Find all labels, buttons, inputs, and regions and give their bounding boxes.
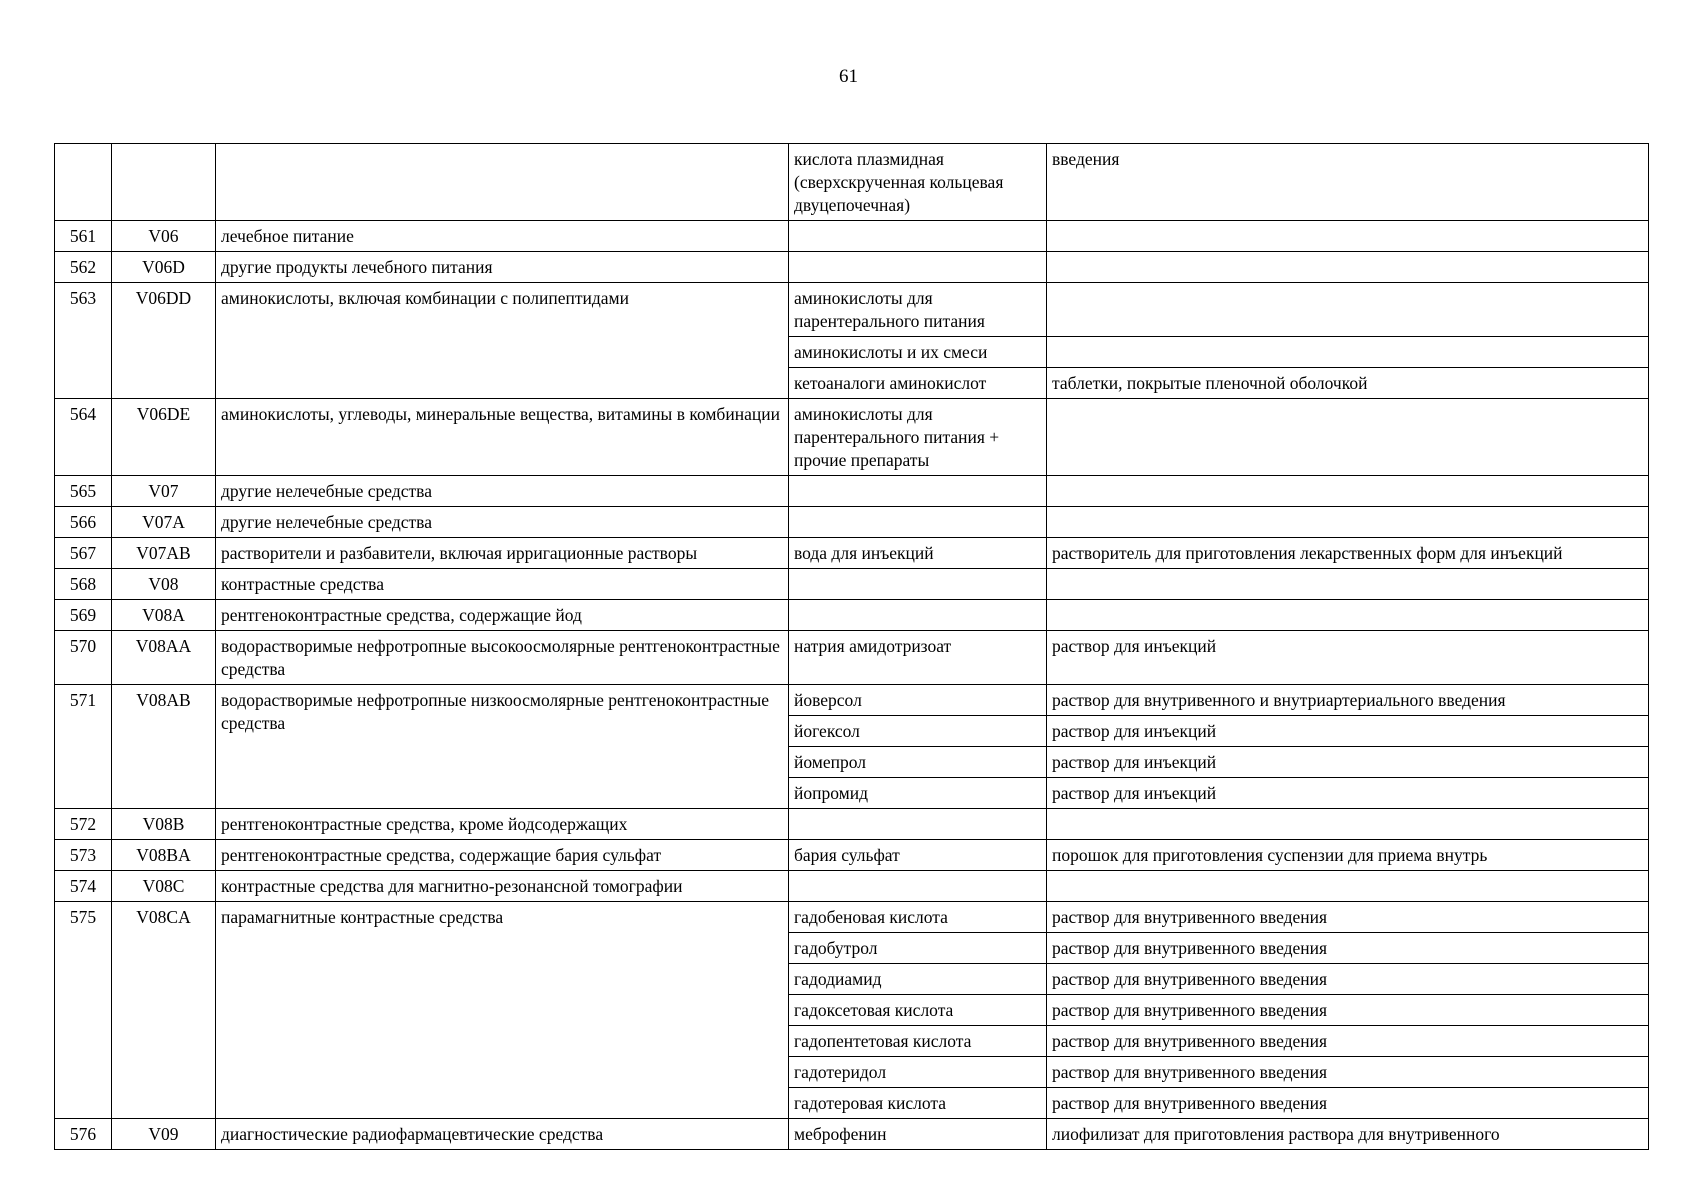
table-row [55,840,1649,871]
row-number-cell: 576 [55,1119,112,1150]
atc-code-cell: V06 [112,221,216,252]
dosage-form-cell [1047,476,1649,507]
dosage-form-cell [1047,399,1649,476]
table-row [55,809,1649,840]
drug-name-cell: кислота плазмидная (сверхскрученная кольцевая двуцепочечная) [789,144,1047,221]
dosage-form-cell: раствор для внутривенного введения [1047,933,1649,964]
dosage-form-cell: раствор для инъекций [1047,631,1649,685]
atc-code-cell: V07A [112,507,216,538]
atc-code-cell: V09 [112,1119,216,1150]
dosage-form-cell [1047,809,1649,840]
table-row [55,631,1649,685]
atc-code-cell: V07AB [112,538,216,569]
dosage-form-cell [1047,221,1649,252]
row-number-cell: 573 [55,840,112,871]
drug-name-cell: йомепрол [789,747,1047,778]
dosage-form-cell: порошок для приготовления суспензии для приема внутрь [1047,840,1649,871]
group-name-cell: другие продукты лечебного питания [216,252,789,283]
row-number-cell: 563 [55,283,112,399]
drug-name-cell: кетоаналоги аминокислот [789,368,1047,399]
table-row [55,221,1649,252]
drug-name-cell [789,252,1047,283]
dosage-form-cell: раствор для инъекций [1047,747,1649,778]
table-row [55,144,1649,221]
drug-name-cell [789,476,1047,507]
dosage-form-cell [1047,569,1649,600]
group-name-cell: водорастворимые нефротропные низкоосмолярные рентгеноконтрастные средства [216,685,789,809]
table-row [55,685,1649,716]
atc-code-cell: V08CA [112,902,216,1119]
group-name-cell: диагностические радиофармацевтические средства [216,1119,789,1150]
dosage-form-cell: раствор для внутривенного введения [1047,1057,1649,1088]
row-number-cell [55,144,112,221]
group-name-cell: рентгеноконтрастные средства, содержащие бария сульфат [216,840,789,871]
row-number-cell: 564 [55,399,112,476]
group-name-cell: контрастные средства [216,569,789,600]
row-number-cell: 572 [55,809,112,840]
dosage-form-cell: раствор для внутривенного введения [1047,1088,1649,1119]
row-number-cell: 561 [55,221,112,252]
atc-code-cell: V08C [112,871,216,902]
table-row [55,600,1649,631]
drug-name-cell [789,809,1047,840]
dosage-form-cell [1047,252,1649,283]
group-name-cell: рентгеноконтрастные средства, кроме йодсодержащих [216,809,789,840]
row-number-cell: 566 [55,507,112,538]
row-number-cell: 569 [55,600,112,631]
table-row [55,538,1649,569]
atc-code-cell: V07 [112,476,216,507]
group-name-cell: растворители и разбавители, включая ирригационные растворы [216,538,789,569]
table-row [55,283,1649,337]
drug-list-table [54,143,1649,1150]
row-number-cell: 570 [55,631,112,685]
dosage-form-cell: таблетки, покрытые пленочной оболочкой [1047,368,1649,399]
table-row [55,252,1649,283]
dosage-form-cell [1047,600,1649,631]
drug-name-cell: гадобеновая кислота [789,902,1047,933]
atc-code-cell: V08BA [112,840,216,871]
dosage-form-cell: раствор для внутривенного введения [1047,1026,1649,1057]
atc-code-cell: V06DE [112,399,216,476]
group-name-cell: лечебное питание [216,221,789,252]
row-number-cell: 567 [55,538,112,569]
atc-code-cell: V08AB [112,685,216,809]
group-name-cell: аминокислоты, включая комбинации с полипептидами [216,283,789,399]
group-name-cell: водорастворимые нефротропные высокоосмолярные рентгеноконтрастные средства [216,631,789,685]
table-row [55,569,1649,600]
drug-name-cell [789,507,1047,538]
group-name-cell: парамагнитные контрастные средства [216,902,789,1119]
dosage-form-cell: раствор для инъекций [1047,716,1649,747]
group-name-cell: другие нелечебные средства [216,476,789,507]
table-row [55,476,1649,507]
dosage-form-cell: раствор для внутривенного введения [1047,995,1649,1026]
drug-name-cell: гадодиамид [789,964,1047,995]
drug-name-cell: аминокислоты для парентерального питания + прочие препараты [789,399,1047,476]
page-number: 61 [839,66,858,87]
atc-code-cell [112,144,216,221]
row-number-cell: 565 [55,476,112,507]
row-number-cell: 574 [55,871,112,902]
dosage-form-cell: раствор для внутривенного и внутриартериального введения [1047,685,1649,716]
group-name-cell: аминокислоты, углеводы, минеральные вещества, витамины в комбинации [216,399,789,476]
dosage-form-cell: растворитель для приготовления лекарственных форм для инъекций [1047,538,1649,569]
drug-name-cell: меброфенин [789,1119,1047,1150]
table-row [55,902,1649,933]
row-number-cell: 571 [55,685,112,809]
drug-name-cell: йоверсол [789,685,1047,716]
group-name-cell [216,144,789,221]
table-row [55,399,1649,476]
dosage-form-cell: раствор для внутривенного введения [1047,902,1649,933]
drug-name-cell: вода для инъекций [789,538,1047,569]
drug-name-cell [789,569,1047,600]
dosage-form-cell [1047,283,1649,337]
drug-name-cell: натрия амидотризоат [789,631,1047,685]
drug-name-cell: гадобутрол [789,933,1047,964]
drug-name-cell: гадоксетовая кислота [789,995,1047,1026]
dosage-form-cell: раствор для внутривенного введения [1047,964,1649,995]
drug-name-cell: гадотеровая кислота [789,1088,1047,1119]
dosage-form-cell [1047,507,1649,538]
drug-name-cell: гадотеридол [789,1057,1047,1088]
table-row [55,507,1649,538]
row-number-cell: 568 [55,569,112,600]
atc-code-cell: V08AA [112,631,216,685]
atc-code-cell: V06DD [112,283,216,399]
drug-name-cell: бария сульфат [789,840,1047,871]
group-name-cell: контрастные средства для магнитно-резонансной томографии [216,871,789,902]
group-name-cell: рентгеноконтрастные средства, содержащие йод [216,600,789,631]
group-name-cell: другие нелечебные средства [216,507,789,538]
table-row [55,1119,1649,1150]
atc-code-cell: V08 [112,569,216,600]
atc-code-cell: V08B [112,809,216,840]
drug-name-cell [789,221,1047,252]
drug-name-cell [789,871,1047,902]
row-number-cell: 562 [55,252,112,283]
drug-name-cell: йопромид [789,778,1047,809]
dosage-form-cell [1047,337,1649,368]
table-body [55,144,1649,1150]
dosage-form-cell: лиофилизат для приготовления раствора для внутривенного [1047,1119,1649,1150]
dosage-form-cell: раствор для инъекций [1047,778,1649,809]
drug-name-cell: аминокислоты и их смеси [789,337,1047,368]
atc-code-cell: V08A [112,600,216,631]
drug-name-cell: гадопентетовая кислота [789,1026,1047,1057]
table-row [55,871,1649,902]
atc-code-cell: V06D [112,252,216,283]
row-number-cell: 575 [55,902,112,1119]
dosage-form-cell [1047,871,1649,902]
drug-name-cell: йогексол [789,716,1047,747]
drug-name-cell [789,600,1047,631]
drug-name-cell: аминокислоты для парентерального питания [789,283,1047,337]
dosage-form-cell: введения [1047,144,1649,221]
